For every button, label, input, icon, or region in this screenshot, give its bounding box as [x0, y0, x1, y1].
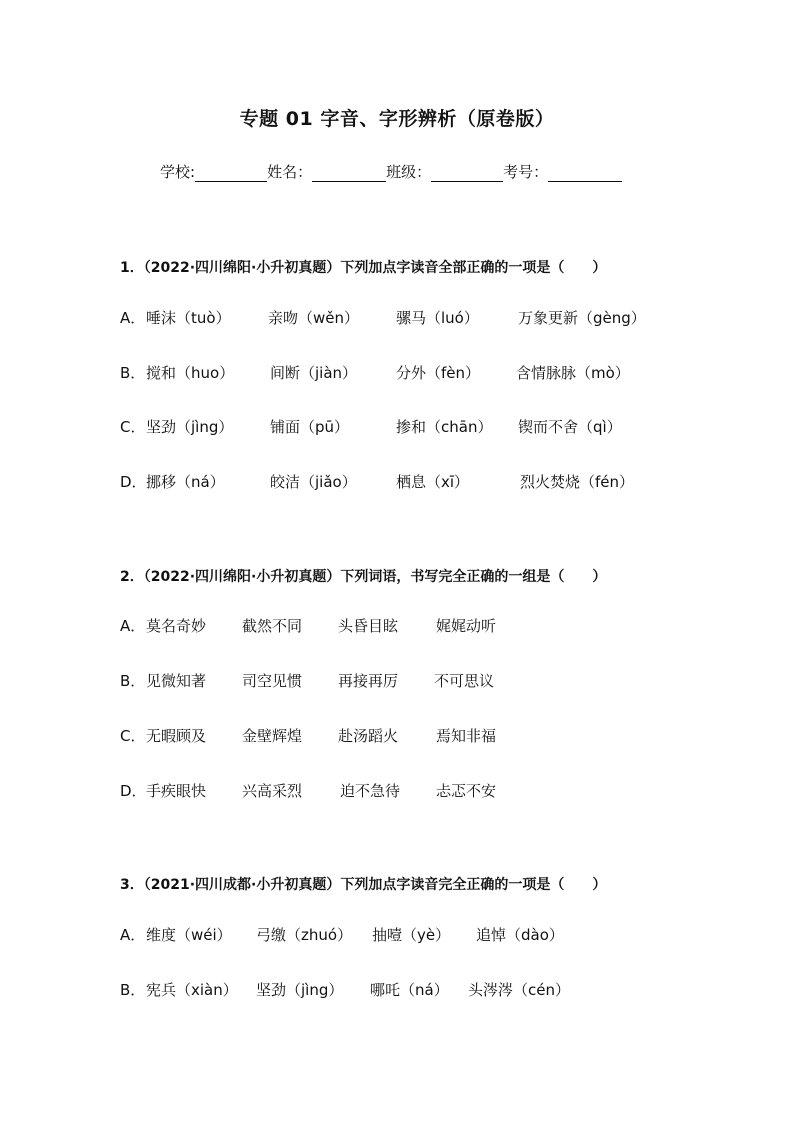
- option-item: 栖息（xī）: [396, 473, 470, 491]
- option-item: 宪兵（xiàn）: [146, 981, 238, 999]
- option-item: 骡马（luó）: [396, 309, 479, 327]
- option-letter: B．: [120, 672, 146, 690]
- option-item: 无暇顾及: [146, 727, 207, 745]
- option-item: 兴高采烈: [242, 782, 303, 800]
- option-item: 搅和（huo）: [146, 364, 235, 382]
- option-item: 烈火焚烧（fén）: [520, 473, 635, 491]
- question-stem: [120, 566, 606, 586]
- option-item: 坚劲（jìng）: [146, 418, 234, 436]
- option-letter: C．: [120, 418, 146, 436]
- option-item: 见微知著: [146, 672, 207, 690]
- option-item: 头涔涔（cén）: [468, 981, 570, 999]
- class-blank[interactable]: [431, 163, 503, 182]
- exam-no-label: 考号：: [503, 163, 549, 181]
- option-item: 莫名奇妙: [146, 617, 207, 635]
- option-item: 追悼（dào）: [476, 926, 564, 944]
- option-letter: A．: [120, 309, 146, 327]
- question-stem-text: 3．（2021·四川成都·小升初真题）下列加点字读音完全正确的一项是（: [120, 877, 565, 893]
- option-letter: B．: [120, 364, 146, 382]
- page-title: 专题 01 字音、字形辨析（原卷版）: [239, 108, 555, 130]
- option-item: 截然不同: [242, 617, 303, 635]
- option-letter: B．: [120, 981, 146, 999]
- option-item: 金壁辉煌: [242, 727, 303, 745]
- option-item: 不可思议: [434, 672, 495, 690]
- question-stem: [120, 257, 606, 277]
- option-item: 娓娓动听: [436, 617, 497, 635]
- option-item: 司空见惯: [242, 672, 303, 690]
- answer-paren-close: ）: [592, 569, 607, 585]
- option-item: 坚劲（jìng）: [256, 981, 344, 999]
- option-letter: D．: [120, 473, 147, 491]
- option-item: 弓缴（zhuó）: [256, 926, 353, 944]
- option-letter: A．: [120, 617, 146, 635]
- class-label: 班级：: [386, 163, 432, 181]
- option-item: 忐忑不安: [436, 782, 497, 800]
- option-item: 皎洁（jiǎo）: [270, 473, 357, 491]
- option-item: 万象更新（gèng）: [518, 309, 646, 327]
- option-item: 亲吻（wěn）: [268, 309, 360, 327]
- option-item: 迫不急待: [340, 782, 401, 800]
- option-item: 铺面（pū）: [270, 418, 350, 436]
- option-item: 再接再厉: [338, 672, 399, 690]
- option-item: 间断（jiàn）: [270, 364, 358, 382]
- question-stem-text: 2．（2022·四川绵阳·小升初真题）下列词语，书写完全正确的一组是（: [120, 569, 565, 585]
- option-item: 唾沫（tuò）: [146, 309, 231, 327]
- option-item: 挪移（ná）: [146, 473, 225, 491]
- question-stem: [120, 874, 606, 894]
- option-item: 锲而不舍（qì）: [518, 418, 622, 436]
- answer-paren-close: ）: [592, 260, 607, 276]
- school-label: 学校:: [160, 163, 196, 181]
- option-item: 掺和（chān）: [396, 418, 493, 436]
- option-letter: A．: [120, 926, 146, 944]
- option-item: 含情脉脉（mò）: [516, 364, 630, 382]
- name-label: 姓名：: [267, 163, 313, 181]
- option-item: 抽噎（yè）: [372, 926, 451, 944]
- option-item: 头昏目眩: [338, 617, 399, 635]
- option-item: 焉知非福: [436, 727, 497, 745]
- student-info-line: [160, 161, 622, 182]
- option-item: 赴汤蹈火: [338, 727, 399, 745]
- answer-paren-close: ）: [592, 877, 607, 893]
- option-item: 手疾眼快: [146, 782, 207, 800]
- option-letter: C．: [120, 727, 146, 745]
- name-blank[interactable]: [312, 163, 386, 182]
- option-item: 哪吒（ná）: [370, 981, 449, 999]
- option-item: 维度（wéi）: [146, 926, 232, 944]
- school-blank[interactable]: [195, 163, 267, 182]
- option-item: 分外（fèn）: [396, 364, 481, 382]
- exam-no-blank[interactable]: [548, 163, 622, 182]
- option-letter: D．: [120, 782, 147, 800]
- question-stem-text: 1．（2022·四川绵阳·小升初真题）下列加点字读音全部正确的一项是（: [120, 260, 565, 276]
